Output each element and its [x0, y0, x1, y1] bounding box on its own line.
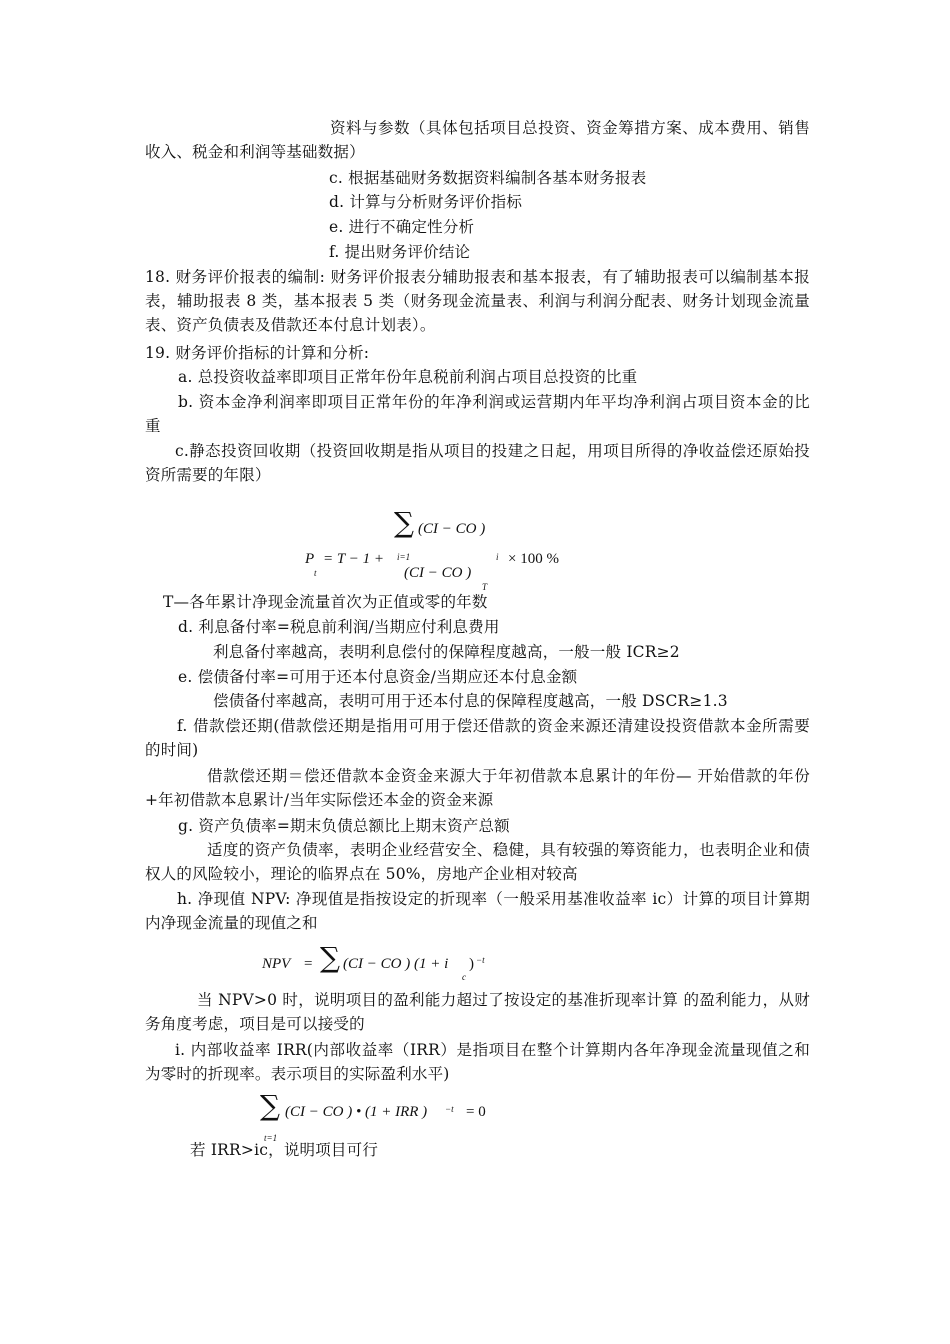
- item-e: e. 进行不确定性分析: [329, 218, 475, 236]
- item-b-continuation: 资料与参数（具体包括项目总投资、资金筹措方案、成本费用、销售收入、税金和利润等基础数据）: [145, 119, 810, 161]
- npv-exp: −t: [476, 955, 485, 965]
- item-19i-note: 若 IRR>ic，说明项目可行: [190, 1141, 379, 1159]
- item-19h: h. 净现值 NPV: 净现值是指按设定的折现率（一般采用基准收益率 ic）计算的项目计算期内净现金流量的现值之和: [145, 890, 810, 932]
- t-definition: T—各年累计净现金流量首次为正值或零的年数: [163, 593, 488, 611]
- npv-body: (CI − CO ) (1 + i: [343, 956, 449, 972]
- item-19a: a. 总投资收益率即项目正常年份年息税前利润占项目总投资的比重: [178, 368, 638, 386]
- formula-denominator: (CI − CO ): [404, 565, 472, 581]
- item-19d: d. 利息备付率=税息前利润/当期应付利息费用: [178, 618, 500, 636]
- item-19d-note: 利息备付率越高，表明利息偿付的保障程度越高，一般一般 ICR≥2: [213, 643, 680, 661]
- item-19i: i. 内部收益率 IRR(内部收益率（IRR）是指项目在整个计算期内各年净现金流量现值之和为零时的折现率。表示项目的实际盈利水平): [145, 1041, 810, 1083]
- npv-sigma: ∑: [320, 941, 340, 974]
- item-c: c. 根据基础财务数据资料编制各基本财务报表: [329, 169, 647, 187]
- npv-equals: =: [304, 956, 313, 972]
- formula-lhs: P: [305, 551, 315, 567]
- npv-sub-c: c: [462, 972, 466, 982]
- item-19g: g. 资产负债率=期末负债总额比上期末资产总额: [178, 817, 510, 835]
- item-f: f. 提出财务评价结论: [329, 243, 471, 261]
- item-19f: f. 借款偿还期(借款偿还期是指用可用于偿还借款的资金来源还清建设投资借款本金所需要的时间): [145, 717, 810, 759]
- sigma-symbol: ∑: [394, 506, 414, 539]
- npv-lhs: NPV: [262, 956, 291, 972]
- item-19: 19. 财务评价指标的计算和分析:: [145, 344, 370, 362]
- item-18: 18. 财务评价报表的编制: 财务评价报表分辅助报表和基本报表，有了辅助报表可以编制基本报表，辅助报表 8 类，基本报表 5 类（财务现金流量表、利润与利润分配表、财务计划现金流量表、资产负债表及借款还本付息计划表）。: [145, 268, 810, 334]
- npv-close: ): [469, 956, 474, 972]
- formula-numerator: (CI − CO ): [418, 521, 486, 537]
- item-19h-note: 当 NPV>0 时，说明项目的盈利能力超过了按设定的基准折现率计算 的盈利能力，从财务角度考虑，项目是可以接受的: [145, 991, 810, 1033]
- irr-exp: −t: [445, 1104, 454, 1114]
- irr-body: (CI − CO ) • (1 + IRR ): [285, 1104, 428, 1120]
- item-19e: e. 偿债备付率=可用于还本付息资金/当期应还本付息金额: [178, 668, 578, 686]
- irr-index: t=1: [264, 1133, 278, 1143]
- item-19e-note: 偿债备付率越高，表明可用于还本付息的保障程度越高，一般 DSCR≥1.3: [213, 692, 728, 710]
- formula-sum-index: i=1: [397, 552, 411, 562]
- formula-i-sup: i: [496, 552, 499, 562]
- item-19b: b. 资本金净利润率即项目正常年份的年净利润或运营期内年平均净利润占项目资本金的比重: [145, 393, 810, 435]
- item-19f-formula: 借款偿还期＝偿还借款本金资金来源大于年初借款本息累计的年份— 开始借款的年份 +年初借款本息累计/当年实际偿还本金的资金来源: [145, 767, 810, 809]
- item-d: d. 计算与分析财务评价指标: [329, 193, 523, 211]
- item-19c: c.静态投资回收期（投资回收期是指从项目的投建之日起，用项目所得的净收益偿还原始投资所需要的年限）: [145, 442, 810, 484]
- irr-sigma: ∑: [260, 1089, 280, 1122]
- formula-rhs: = T − 1 +: [323, 551, 384, 567]
- formula-den-sub: T: [482, 582, 488, 592]
- irr-tail: = 0: [466, 1104, 486, 1120]
- formula-percent: × 100 %: [508, 551, 559, 567]
- item-19g-note: 适度的资产负债率，表明企业经营安全、稳健，具有较强的筹资能力，也表明企业和债权人的风险较小，理论的临界点在 50%，房地产企业相对较高: [145, 841, 810, 883]
- formula-lhs-sub: t: [314, 568, 317, 578]
